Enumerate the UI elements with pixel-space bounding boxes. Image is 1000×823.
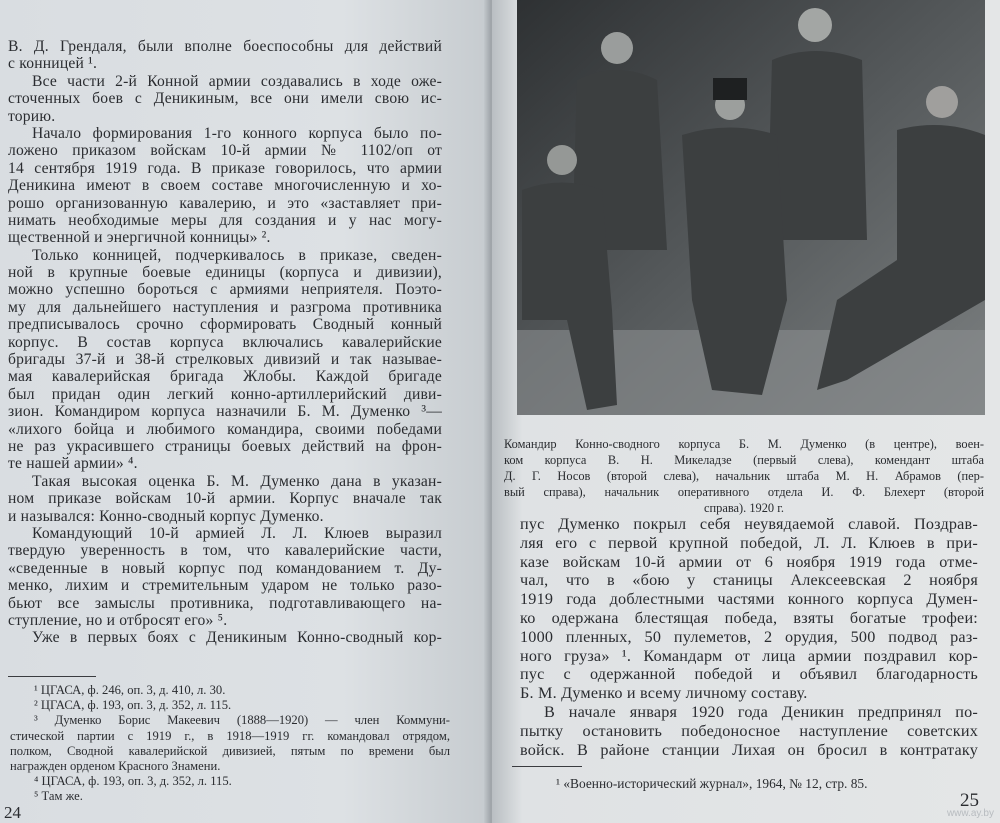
left-footnotes bbox=[10, 683, 450, 805]
text-line: «сведенные в новый корпус под командованием т. Ду- bbox=[8, 559, 442, 577]
text-line: ляя его с первой крупной победой, Л. Л. Клюев в при- bbox=[520, 533, 978, 552]
text-line: твердую уверенность в том, что кавалерийские части, bbox=[8, 542, 442, 560]
text-line: ном приказе войскам 10-й армии. Корпус вначале так bbox=[8, 490, 442, 508]
text-line: Только конницей, подчеркивалось в приказе, сведен- bbox=[32, 246, 442, 264]
text-line: пытку остановить победоносное наступление советских bbox=[520, 721, 978, 740]
text-line: менко, лихим и стремительным ударом не только разо- bbox=[8, 577, 442, 595]
text-line: с конницей ¹. bbox=[8, 55, 98, 73]
text-line: нимать необходимые меры для создания и у нас могу- bbox=[8, 211, 442, 229]
text-line: ложено приказом войскам 10-й армии № 1102/оп от bbox=[8, 142, 442, 160]
text-line: Такая высокая оценка Б. М. Думенко дана в указан- bbox=[32, 472, 442, 490]
caption-line: ком корпуса В. Н. Микеладзе (первый слева), комендант штаба bbox=[504, 453, 984, 467]
text-line: Все части 2-й Конной армии создавались в ходе оже- bbox=[32, 72, 442, 90]
footnote-line: ¹ «Военно-исторический журнал», 1964, № 12, стр. 85. bbox=[556, 776, 868, 791]
text-line: зион. Командиром корпуса назначили Б. М. Думенко ³— bbox=[8, 403, 442, 421]
text-line: бьют все замыслы противника, подготавливающего на- bbox=[8, 594, 442, 612]
text-line: корпус. В состав корпуса включались кавалерийские bbox=[8, 333, 442, 351]
text-line: Уже в первых боях с Деникиным Конно-сводный кор- bbox=[32, 629, 442, 647]
text-line: Б. М. Думенко и всему личному составу. bbox=[520, 684, 808, 703]
text-line: войск. В районе станции Лихая он бросил в контратаку bbox=[520, 740, 978, 759]
text-line: казе войскам 10-й армии от 6 ноября 1919 года отме- bbox=[520, 552, 978, 571]
right-footnotes bbox=[532, 776, 972, 791]
text-line: бригады 37-й и 38-й стрелковых дивизий и так называе- bbox=[8, 351, 442, 369]
page-number-left: 24 bbox=[4, 803, 21, 822]
text-line: торию. bbox=[8, 107, 56, 125]
text-line: был придан один легкий конно-артиллерийский диви- bbox=[8, 385, 442, 403]
text-line: рошо организованную кавалерию, и это «заставляет при- bbox=[8, 194, 442, 212]
text-line: «лихого бойца и любимого командира, своими победами bbox=[8, 420, 442, 438]
footnote-line: ⁵ Там же. bbox=[34, 789, 83, 804]
right-body-text bbox=[520, 515, 978, 759]
footnote-line: ² ЦГАСА, ф. 193, оп. 3, д. 352, л. 115. bbox=[34, 698, 232, 713]
text-line: ного груза» ¹. Командарм от лица армии поздравил кор- bbox=[520, 646, 978, 665]
text-line: и назывался: Конно-сводный корпус Думенко. bbox=[8, 507, 324, 525]
footnote-line: стической партии с 1919 г., в 1918—1919 гг. командовал отрядом, bbox=[10, 728, 450, 743]
footnote-line: полком, Сводной кавалерийской дивизией, пятым по времени был bbox=[10, 743, 450, 758]
caption-line: справа). 1920 г. bbox=[704, 501, 784, 515]
group-photo bbox=[517, 0, 985, 415]
footnote-line: ¹ ЦГАСА, ф. 246, оп. 3, д. 410, л. 30. bbox=[34, 683, 226, 697]
text-line: му для дальнейшего наступления и разгрома противника bbox=[8, 298, 442, 316]
text-line: Командующий 10-й армией Л. Л. Клюев выразил bbox=[32, 524, 442, 542]
left-body-text bbox=[8, 38, 442, 647]
text-line: Деникина имеют в своем составе многочисленную и хо- bbox=[8, 177, 442, 195]
text-line: пус Думенко покрыл себя неувядаемой славой. Поздрав- bbox=[520, 515, 978, 533]
text-line: те нашей армии» ⁴. bbox=[8, 455, 138, 473]
text-line: В начале января 1920 года Деникин предпринял по- bbox=[544, 702, 978, 721]
footnote-line: ⁴ ЦГАСА, ф. 193, оп. 3, д. 352, л. 115. bbox=[34, 774, 232, 789]
text-line: пус с одержанной победой и объявил благодарность bbox=[520, 665, 978, 684]
caption-line: Командир Конно-сводного корпуса Б. М. Думенко (в центре), воен- bbox=[504, 437, 984, 451]
text-line: не раз украсившего страницы боевых действий на фрон- bbox=[8, 437, 442, 455]
footnote-separator bbox=[512, 766, 582, 767]
photo-caption bbox=[504, 436, 984, 516]
text-line: сточенных боев с Деникиным, все они имели свою ис- bbox=[8, 90, 442, 108]
text-line: ко одержана блестящая победа, взяты богатые трофеи: bbox=[520, 608, 978, 627]
text-line: мая кавалерийская бригада Жлобы. Каждой бригаде bbox=[8, 368, 442, 386]
text-line: 14 сентября 1919 года. В приказе говорилось, что армии bbox=[8, 159, 442, 177]
footnote-line: награжден орденом Красного Знамени. bbox=[10, 758, 221, 773]
text-line: В. Д. Грендаля, были вполне боеспособны для действий bbox=[8, 38, 442, 55]
right-page bbox=[492, 0, 1000, 823]
text-line: 1000 пленных, 50 пулеметов, 2 орудия, 500 подвод раз- bbox=[520, 627, 978, 646]
text-line: предписывалось срочно сформировать Сводный конный bbox=[8, 316, 442, 334]
text-line: щественной и энергичной конницы» ². bbox=[8, 229, 271, 247]
text-line: Начало формирования 1-го конного корпуса было по- bbox=[32, 124, 442, 142]
page-number-right: 25 bbox=[960, 790, 979, 811]
text-line: 1919 года доблестными частями конного корпуса Думен- bbox=[520, 590, 978, 609]
footnote-line: ³ Думенко Борис Макеевич (1888—1920) — член Коммуни- bbox=[34, 713, 450, 728]
left-page bbox=[0, 0, 490, 823]
text-line: ной в крупные боевые единицы (корпуса и дивизии), bbox=[8, 264, 442, 282]
watermark: www.ay.by bbox=[946, 808, 994, 819]
text-line: чал, что в «бою у станицы Алексеевская 2 ноября bbox=[520, 571, 978, 590]
text-line: ступление, но и отбросят его» ⁵. bbox=[8, 611, 228, 629]
text-line: можно успешно бороться с армиями неприятеля. Поэто- bbox=[8, 281, 442, 299]
caption-line: Д. Г. Носов (второй слева), начальник штаба М. Н. Абрамов (пер- bbox=[504, 469, 984, 483]
footnote-separator bbox=[8, 676, 96, 677]
caption-line: вый справа), начальник оперативного отдела И. Ф. Блехерт (второй bbox=[504, 485, 984, 499]
